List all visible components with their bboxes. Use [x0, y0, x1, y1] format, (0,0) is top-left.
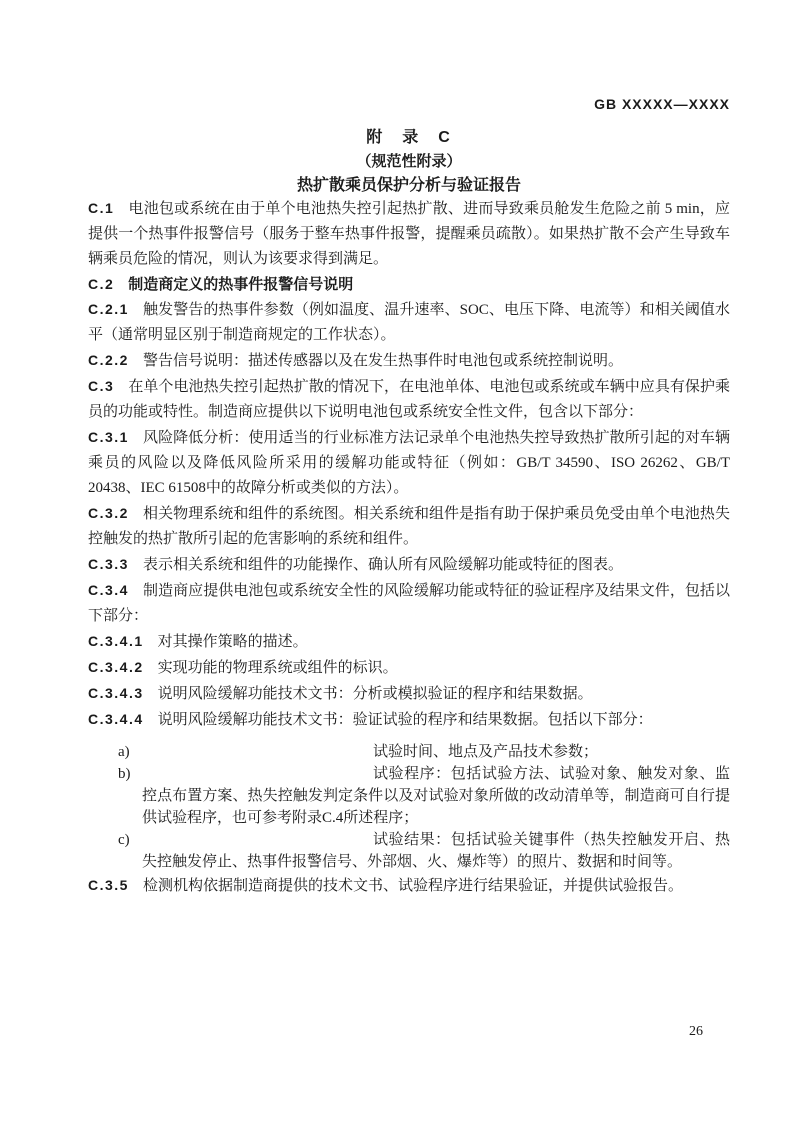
clause-number: C.3.1 — [88, 429, 129, 445]
clause-c3-4-3 — [88, 681, 730, 707]
clause-text: 电池包或系统在由于单个电池热失控引起热扩散、进而导致乘员舱发生危险之前 5 min，应提供一个热事件报警信号（服务于整车热事件报警，提醒乘员疏散）。如果热扩散不会产生导致车辆乘员危险的情况，则认为该要求得到满足。 — [88, 201, 730, 267]
clause-number: C.3.4 — [88, 582, 129, 598]
list-item-text: 试验程序：包括试验方法、试验对象、触发对象、监控点布置方案、热失控触发判定条件以及对试验对象所做的改动清单等，制造商可自行提供试验程序，也可参考附录C.4所述程序； — [142, 766, 730, 826]
page-number: 26 — [689, 1024, 703, 1039]
clause-text: 风险降低分析：使用适当的行业标准方法记录单个电池热失控导致热扩散所引起的对车辆乘员的风险以及降低风险所采用的缓解功能或特征（例如：GB/T 34590、ISO 26262、GB/T 20438、IEC 61508中的故障分析或类似的方法）。 — [88, 430, 730, 496]
list-item-text: 试验结果：包括试验关键事件（热失控触发开启、热失控触发停止、热事件报警信号、外部烟、火、爆炸等）的照片、数据和时间等。 — [142, 832, 730, 870]
clause-c2-heading — [88, 272, 730, 297]
list-item-text: 试验时间、地点及产品技术参数； — [373, 744, 599, 760]
appendix-type-note: （规范性附录） — [356, 153, 462, 170]
clause-number: C.2 — [88, 276, 115, 292]
clause-c3 — [88, 374, 730, 425]
clause-number: C.1 — [88, 200, 115, 216]
list-item-label: c) — [118, 832, 130, 848]
standard-code: GB XXXXX—XXXX — [594, 96, 730, 112]
clause-number: C.3.2 — [88, 505, 129, 521]
clause-text: 制造商应提供电池包或系统安全性的风险缓解功能或特征的验证程序及结果文件，包括以下部分： — [88, 583, 730, 624]
clause-text: 说明风险缓解功能技术文书：验证试验的程序和结果数据。包括以下部分： — [157, 712, 653, 728]
clause-number: C.3 — [88, 378, 115, 394]
appendix-title: 附 录 C — [366, 129, 452, 146]
list-item-b — [88, 763, 730, 829]
test-items-list — [88, 741, 730, 873]
clause-text: 触发警告的热事件参数（例如温度、温升速率、SOC、电压下降、电流等）和相关阈值水平（通常明显区别于制造商规定的工作状态）。 — [88, 302, 730, 343]
clause-number: C.3.4.2 — [88, 659, 144, 675]
clause-text: 相关物理系统和组件的系统图。相关系统和组件是指有助于保护乘员免受由单个电池热失控触发的热扩散所引起的危害影响的系统和组件。 — [88, 506, 730, 547]
clause-text: 检测机构依据制造商提供的技术文书、试验程序进行结果验证，并提供试验报告。 — [142, 878, 683, 894]
clause-number: C.3.4.1 — [88, 633, 144, 649]
clause-c3-5 — [88, 873, 730, 899]
clause-c3-4 — [88, 578, 730, 629]
clause-c2-2 — [88, 348, 730, 374]
clause-text: 表示相关系统和组件的功能操作、确认所有风险缓解功能或特征的图表。 — [142, 557, 623, 573]
clause-c3-2 — [88, 501, 730, 552]
clause-text: 说明风险缓解功能技术文书：分析或模拟验证的程序和结果数据。 — [157, 686, 593, 702]
clause-number: C.3.3 — [88, 556, 129, 572]
appendix-name: 热扩散乘员保护分析与验证报告 — [296, 177, 521, 194]
clause-text: 警告信号说明：描述传感器以及在发生热事件时电池包或系统控制说明。 — [142, 353, 623, 369]
list-item-c — [88, 829, 730, 873]
clause-number: C.3.5 — [88, 877, 129, 893]
clause-c3-3 — [88, 552, 730, 578]
clause-c1 — [88, 196, 730, 272]
clause-number: C.2.1 — [88, 301, 129, 317]
clause-c3-4-4 — [88, 707, 730, 733]
clause-text: 实现功能的物理系统或组件的标识。 — [157, 660, 398, 676]
clause-c3-4-1 — [88, 629, 730, 655]
clause-c2-1 — [88, 297, 730, 348]
list-item-label: b) — [118, 766, 131, 782]
clause-number: C.2.2 — [88, 352, 129, 368]
list-item-label: a) — [118, 744, 130, 760]
clause-text: 对其操作策略的描述。 — [157, 634, 308, 650]
clause-text: 在单个电池热失控引起热扩散的情况下，在电池单体、电池包或系统或车辆中应具有保护乘员的功能或特性。制造商应提供以下说明电池包或系统安全性文件，包含以下部分： — [88, 379, 730, 420]
list-item-a — [88, 741, 730, 763]
clause-number: C.3.4.3 — [88, 685, 144, 701]
clause-c3-4-2 — [88, 655, 730, 681]
clause-number: C.3.4.4 — [88, 711, 144, 727]
clause-text: 制造商定义的热事件报警信号说明 — [128, 276, 354, 293]
clause-c3-1 — [88, 425, 730, 501]
